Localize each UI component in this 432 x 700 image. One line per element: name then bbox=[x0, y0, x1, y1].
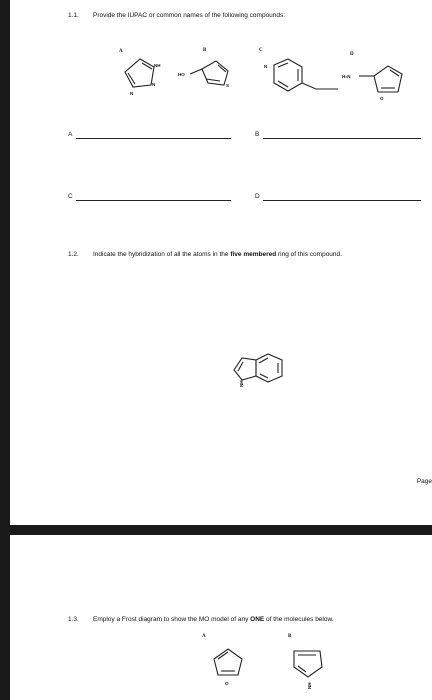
question-1-1-text: Provide the IUPAC or common names of the following compounds: bbox=[93, 12, 286, 19]
structure-c-pyridine bbox=[258, 55, 342, 105]
atom-o-3a: O bbox=[225, 681, 229, 686]
atom-h2n-d: H₂N bbox=[342, 74, 351, 79]
structure-label-d: D bbox=[350, 52, 354, 57]
question-1-2-text bbox=[93, 251, 342, 258]
question-1-3-text-part2: of the molecules below. bbox=[264, 616, 334, 623]
atom-nh-3b: NH bbox=[307, 682, 312, 689]
question-1-3-text bbox=[93, 616, 334, 623]
left-frame-bar bbox=[0, 0, 10, 700]
answer-label-c: C bbox=[68, 193, 73, 200]
page-footer-label: Page bbox=[416, 478, 432, 485]
structure-3a-furan bbox=[212, 645, 246, 689]
structure-label-3a: A bbox=[202, 634, 206, 639]
structure-label-3b: B bbox=[288, 634, 292, 639]
question-1-2-text-part1: Indicate the hybridization of all the atoms in the bbox=[93, 251, 231, 258]
atom-n-a1: N bbox=[152, 82, 156, 87]
answer-line-a[interactable] bbox=[76, 138, 231, 139]
question-1-2-text-bold: five membered bbox=[230, 251, 277, 258]
atom-nh-indole: NH bbox=[239, 380, 244, 387]
question-1-3-text-part1: Employ a Frost diagram to show the MO model of any bbox=[93, 616, 251, 623]
atom-n-a2: N bbox=[130, 91, 134, 96]
answer-line-c[interactable] bbox=[76, 200, 231, 201]
atom-ho-b: HO bbox=[178, 72, 185, 77]
question-1-2-text-part2: ring of this compound. bbox=[276, 251, 342, 258]
answer-label-a: A bbox=[68, 131, 73, 138]
question-1-3-text-bold: ONE bbox=[250, 616, 265, 623]
page-break bbox=[0, 525, 432, 535]
atom-n-c: N bbox=[264, 64, 268, 69]
structure-label-c: C bbox=[259, 48, 263, 53]
atom-s-b: S bbox=[226, 83, 230, 88]
structure-label-b: B bbox=[203, 48, 207, 53]
answer-label-b: B bbox=[255, 131, 260, 138]
structure-a-triazole bbox=[118, 55, 166, 101]
atom-o-d: O bbox=[380, 96, 384, 101]
question-1-1-number: 1.1. bbox=[68, 12, 79, 19]
question-1-3-number: 1.3. bbox=[68, 616, 79, 623]
structure-d-furan bbox=[342, 58, 408, 106]
answer-label-d: D bbox=[255, 193, 260, 200]
structure-3b-pyrrole bbox=[290, 645, 326, 695]
answer-line-d[interactable] bbox=[263, 200, 421, 201]
atom-nh-a: NH bbox=[154, 63, 161, 68]
structure-label-a: A bbox=[119, 49, 123, 54]
structure-indole bbox=[230, 350, 292, 390]
structure-b-thiophene bbox=[176, 55, 236, 95]
question-1-2-number: 1.2. bbox=[68, 251, 79, 258]
answer-line-b[interactable] bbox=[263, 138, 421, 139]
